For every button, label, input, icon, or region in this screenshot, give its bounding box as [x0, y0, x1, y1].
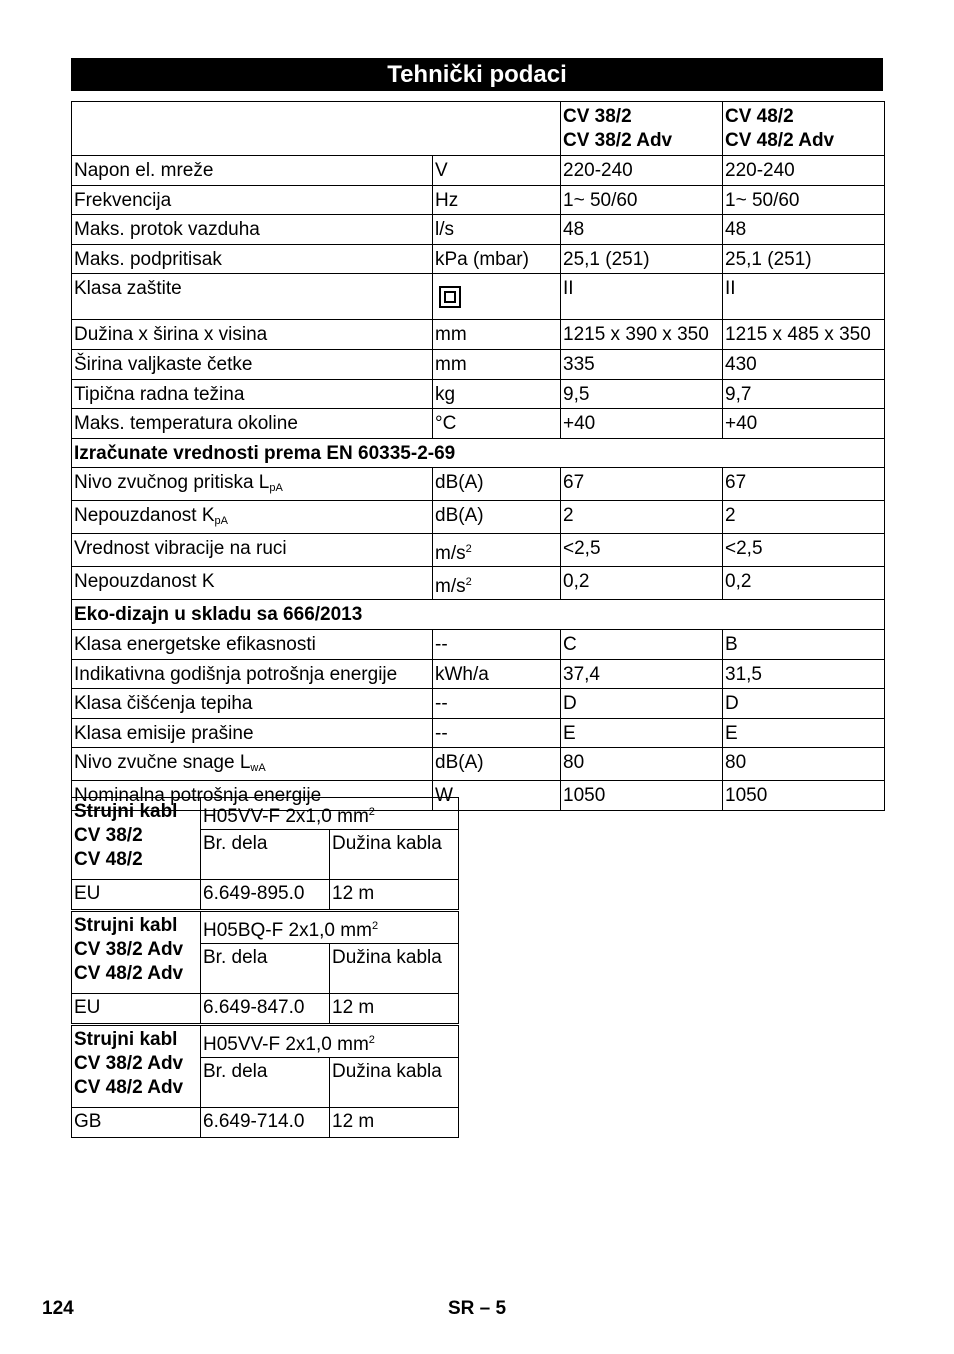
spec-label-text: Nepouzdanost K — [74, 571, 215, 593]
spec-label-text: Napon el. mreže — [74, 160, 214, 181]
power-cable-table — [71, 911, 459, 1024]
spec-label — [72, 567, 433, 600]
cable-type — [201, 1026, 459, 1058]
spec-row — [72, 567, 885, 600]
spec-value-cv38: 2 — [561, 501, 723, 534]
spec-unit — [433, 320, 561, 350]
cable-type-text: H05BQ-F 2x1,0 mm — [203, 920, 372, 941]
spec-unit — [433, 215, 561, 245]
spec-label-text: Širina valjkaste četke — [74, 353, 253, 375]
spec-row — [72, 534, 885, 567]
power-cable-table — [71, 797, 459, 910]
spec-label-subscript: wA — [250, 762, 266, 775]
cable-part-label: Br. dela — [201, 1058, 330, 1108]
cable-length: 12 m — [330, 880, 459, 910]
spec-unit — [433, 274, 561, 320]
spec-header-empty — [72, 102, 561, 156]
spec-value-cv48: 1~ 50/60 — [723, 185, 885, 215]
spec-unit-text: kg — [435, 383, 456, 405]
spec-value-cv48: D — [723, 689, 885, 719]
spec-unit-text: W — [435, 785, 453, 807]
spec-label — [72, 718, 433, 748]
cable-part-label: Br. dela — [201, 830, 330, 880]
section-ecodesign-title: Eko-dizajn u skladu sa 666/2013 — [72, 600, 885, 630]
cable-title: Strujni kabl CV 38/2 CV 48/2 — [72, 798, 201, 880]
spec-unit-text: m/s — [435, 543, 466, 565]
cable-part-number: 6.649-847.0 — [201, 994, 330, 1024]
spec-label — [72, 629, 433, 659]
cable-type-row — [72, 1026, 459, 1058]
spec-value-cv38: C — [561, 629, 723, 659]
spec-label-text: Nivo zvučne snage L — [74, 752, 251, 774]
page-number: 124 — [42, 1298, 74, 1319]
cable-type-superscript: 2 — [368, 806, 375, 818]
cable-value-row — [72, 880, 459, 910]
cable-type-superscript: 2 — [371, 920, 379, 932]
cable-type-row — [72, 798, 459, 830]
cable-length: 12 m — [330, 994, 459, 1024]
spec-label-text: Vrednost vibracije na ruci — [74, 538, 287, 560]
spec-value-cv38: 48 — [561, 215, 723, 245]
spec-unit-text: l/s — [435, 219, 454, 241]
cable-length-label: Dužina kabla — [330, 944, 459, 994]
spec-row — [72, 748, 885, 781]
spec-value-cv48: 430 — [723, 349, 885, 379]
cable-type-text: H05VV-F 2x1,0 mm — [203, 1034, 369, 1055]
spec-value-cv48: +40 — [723, 409, 885, 439]
spec-label — [72, 244, 433, 274]
spec-unit-text: mm — [435, 353, 467, 375]
section-noise — [72, 438, 885, 468]
spec-label-text: Klasa emisije prašine — [74, 722, 254, 744]
spec-label-text: Frekvencija — [74, 189, 172, 211]
spec-unit-text: V — [435, 160, 448, 181]
spec-unit-text: kWh/a — [435, 663, 489, 685]
spec-label — [72, 501, 433, 534]
spec-label — [72, 185, 433, 215]
cable-type-text: H05VV-F 2x1,0 mm — [203, 806, 369, 827]
cable-value-row — [72, 1108, 459, 1138]
specifications-table — [71, 101, 885, 811]
spec-unit-text: mm — [435, 324, 467, 346]
model-header-cv38: CV 38/2 CV 38/2 Adv — [561, 102, 723, 156]
spec-unit — [433, 468, 561, 501]
spec-unit — [433, 534, 561, 567]
spec-unit-text: -- — [435, 633, 448, 655]
spec-label — [72, 659, 433, 689]
spec-unit-text: m/s — [435, 576, 466, 598]
spec-value-cv48: 2 — [723, 501, 885, 534]
spec-unit — [433, 349, 561, 379]
spec-label-text: Tipična radna težina — [74, 383, 245, 405]
spec-unit-text: Hz — [435, 189, 459, 211]
spec-label-text: Klasa zaštite — [74, 278, 182, 300]
page-title: Tehnički podaci — [71, 58, 883, 91]
spec-value-cv38: <2,5 — [561, 534, 723, 567]
spec-unit-text: -- — [435, 722, 448, 744]
spec-unit — [433, 689, 561, 719]
spec-label — [72, 156, 433, 186]
spec-row — [72, 629, 885, 659]
cable-title: Strujni kabl CV 38/2 Adv CV 48/2 Adv — [72, 912, 201, 994]
cable-region: GB — [72, 1108, 201, 1138]
spec-value-cv48: <2,5 — [723, 534, 885, 567]
cable-length-label: Dužina kabla — [330, 830, 459, 880]
cable-type — [201, 912, 459, 944]
spec-value-cv48: 80 — [723, 748, 885, 781]
cable-type-row — [72, 912, 459, 944]
cable-length-label: Dužina kabla — [330, 1058, 459, 1108]
spec-label-text: Klasa energetske efikasnosti — [74, 633, 316, 655]
spec-value-cv48: 67 — [723, 468, 885, 501]
spec-value-cv38: 1215 x 390 x 350 — [561, 320, 723, 350]
cable-title: Strujni kabl CV 38/2 Adv CV 48/2 Adv — [72, 1026, 201, 1108]
spec-value-cv48: II — [723, 274, 885, 320]
spec-label-text: Nivo zvučnog pritiska L — [74, 472, 270, 494]
spec-unit-text: -- — [435, 693, 448, 715]
spec-row — [72, 349, 885, 379]
spec-label — [72, 689, 433, 719]
spec-label — [72, 409, 433, 439]
spec-row — [72, 718, 885, 748]
spec-value-cv38: 80 — [561, 748, 723, 781]
spec-unit-text: kPa (mbar) — [435, 248, 529, 270]
spec-row — [72, 501, 885, 534]
section-ecodesign — [72, 600, 885, 630]
spec-value-cv48: 31,5 — [723, 659, 885, 689]
spec-unit — [433, 748, 561, 781]
cable-length: 12 m — [330, 1108, 459, 1138]
spec-value-cv38: E — [561, 718, 723, 748]
spec-label-text: Nominalna potrošnja energije — [74, 785, 322, 807]
protection-class-ii-icon — [439, 286, 461, 308]
spec-unit-text: °C — [435, 413, 457, 435]
spec-value-cv38: 335 — [561, 349, 723, 379]
spec-label — [72, 468, 433, 501]
spec-header-row — [72, 102, 885, 156]
spec-label-text: Nepouzdanost K — [74, 505, 215, 527]
cable-part-number: 6.649-714.0 — [201, 1108, 330, 1138]
spec-unit — [433, 567, 561, 600]
spec-value-cv38: +40 — [561, 409, 723, 439]
spec-unit-text: dB(A) — [435, 505, 484, 527]
spec-row — [72, 244, 885, 274]
spec-label — [72, 349, 433, 379]
spec-unit — [433, 659, 561, 689]
spec-unit-text: dB(A) — [435, 752, 484, 774]
spec-label — [72, 379, 433, 409]
spec-value-cv38: D — [561, 689, 723, 719]
spec-value-cv48: 220-240 — [723, 156, 885, 186]
spec-value-cv38: 0,2 — [561, 567, 723, 600]
spec-row — [72, 185, 885, 215]
spec-label-text: Indikativna godišnja potrošnja energije — [74, 663, 398, 685]
spec-value-cv38: 9,5 — [561, 379, 723, 409]
spec-row — [72, 274, 885, 320]
model-header-cv48: CV 48/2 CV 48/2 Adv — [723, 102, 885, 156]
power-cable-table — [71, 1025, 459, 1138]
spec-unit-superscript: 2 — [465, 543, 472, 556]
cable-type-superscript: 2 — [368, 1034, 375, 1046]
spec-label — [72, 534, 433, 567]
spec-unit — [433, 244, 561, 274]
spec-label — [72, 274, 433, 320]
spec-row — [72, 320, 885, 350]
cable-value-row — [72, 994, 459, 1024]
spec-unit — [433, 718, 561, 748]
spec-row — [72, 156, 885, 186]
spec-unit — [433, 501, 561, 534]
spec-label-subscript: pA — [214, 515, 228, 528]
spec-value-cv48: 0,2 — [723, 567, 885, 600]
spec-unit — [433, 156, 561, 186]
spec-value-cv38: 37,4 — [561, 659, 723, 689]
spec-value-cv38: 25,1 (251) — [561, 244, 723, 274]
spec-value-cv48: 9,7 — [723, 379, 885, 409]
spec-unit-text: dB(A) — [435, 472, 484, 494]
spec-unit — [433, 629, 561, 659]
cable-type — [201, 798, 459, 830]
spec-label — [72, 320, 433, 350]
spec-label-text: Maks. protok vazduha — [74, 219, 260, 241]
cable-part-number: 6.649-895.0 — [201, 880, 330, 910]
spec-row — [72, 409, 885, 439]
spec-label-text: Dužina x širina x visina — [74, 324, 268, 346]
spec-value-cv48: E — [723, 718, 885, 748]
spec-unit — [433, 185, 561, 215]
spec-value-cv38: 1~ 50/60 — [561, 185, 723, 215]
spec-value-cv48: B — [723, 629, 885, 659]
spec-label-text: Maks. temperatura okoline — [74, 413, 298, 435]
cable-region: EU — [72, 880, 201, 910]
spec-value-cv48: 1215 x 485 x 350 — [723, 320, 885, 350]
spec-unit-superscript: 2 — [465, 576, 472, 589]
spec-value-cv38: II — [561, 274, 723, 320]
spec-label-subscript: pA — [269, 482, 283, 495]
spec-label-text: Klasa čišćenja tepiha — [74, 693, 253, 715]
spec-value-cv38: 1050 — [561, 781, 723, 811]
spec-value-cv38: 67 — [561, 468, 723, 501]
spec-row — [72, 215, 885, 245]
spec-value-cv48: 48 — [723, 215, 885, 245]
spec-row — [72, 379, 885, 409]
spec-value-cv48: 25,1 (251) — [723, 244, 885, 274]
spec-value-cv38: 220-240 — [561, 156, 723, 186]
spec-label — [72, 215, 433, 245]
spec-row — [72, 468, 885, 501]
spec-unit — [433, 379, 561, 409]
spec-label-text: Maks. podpritisak — [74, 248, 222, 270]
cable-part-label: Br. dela — [201, 944, 330, 994]
spec-unit — [433, 409, 561, 439]
cable-region: EU — [72, 994, 201, 1024]
section-marker: SR – 5 — [448, 1298, 507, 1319]
spec-row — [72, 689, 885, 719]
spec-row — [72, 659, 885, 689]
section-noise-title: Izračunate vrednosti prema EN 60335-2-69 — [72, 438, 885, 468]
spec-label — [72, 748, 433, 781]
spec-value-cv48: 1050 — [723, 781, 885, 811]
